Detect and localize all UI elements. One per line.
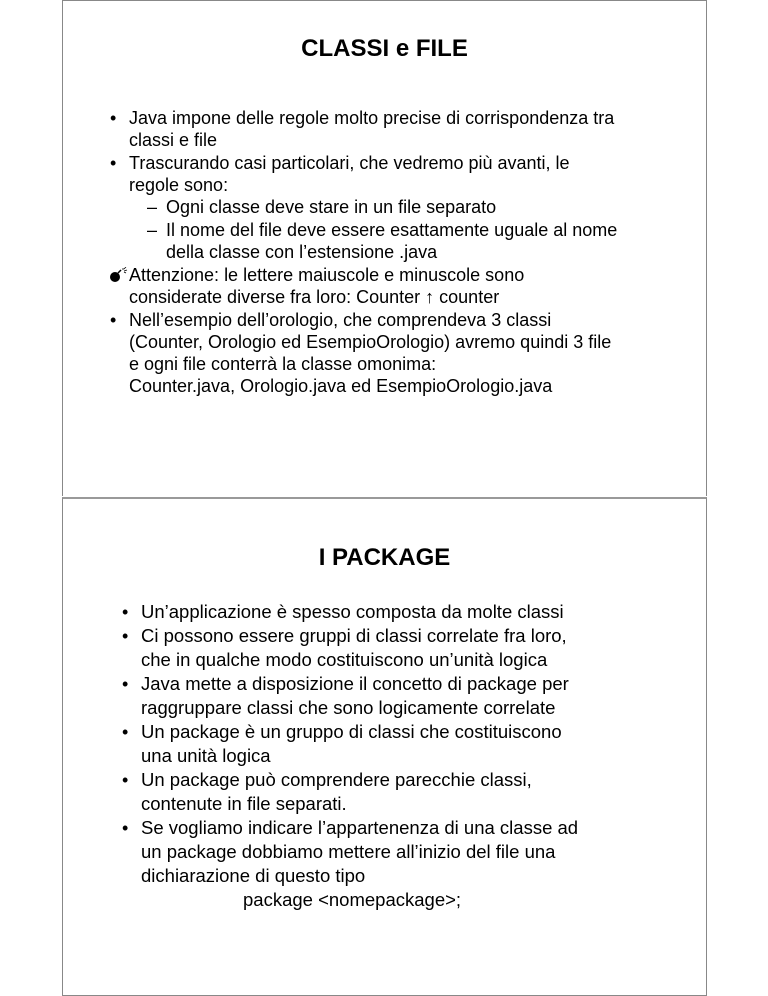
code-example: package <nomepackage>;	[243, 889, 462, 910]
dash: –	[147, 197, 158, 217]
bullet: •	[110, 310, 117, 330]
bullet: •	[122, 674, 129, 694]
bullet: •	[122, 770, 129, 790]
slide-classi-e-file	[62, 0, 707, 496]
dash: –	[147, 220, 158, 240]
list-item-cont: contenute in file separati.	[141, 793, 347, 814]
list-item-cont: un package dobbiamo mettere all’inizio del file una	[141, 841, 556, 862]
list-item-cont: regole sono:	[129, 175, 229, 195]
warning-part: considerate diverse fra loro: Counter	[129, 287, 426, 307]
warning-part: counter	[434, 287, 500, 307]
bullet: •	[110, 153, 117, 173]
list-item: Ci possono essere gruppi di classi correlate fra loro,	[141, 625, 567, 646]
bullet: •	[122, 626, 129, 646]
list-item-cont: una unità logica	[141, 745, 271, 766]
list-item: Un package può comprendere parecchie classi,	[141, 769, 532, 790]
bullet: •	[122, 818, 129, 838]
slide-i-package	[62, 497, 707, 996]
sub-item-cont: della classe con l’estensione .java	[166, 242, 438, 262]
list-item: Java mette a disposizione il concetto di package per	[141, 673, 569, 694]
list-item-cont: e ogni file conterrà la classe omonima:	[129, 354, 437, 374]
sub-item: Ogni classe deve stare in un file separato	[166, 197, 497, 217]
list-item: Java impone delle regole molto precise di corrispondenza tra	[129, 108, 615, 128]
bullet: •	[110, 108, 117, 128]
list-item: Se vogliamo indicare l’appartenenza di una classe ad	[141, 817, 579, 838]
sub-item: Il nome del file deve essere esattamente uguale al nome	[166, 220, 618, 240]
warning-text: Attenzione: le lettere maiuscole e minuscole sono	[129, 265, 525, 285]
bullet: •	[122, 602, 129, 622]
not-equal-symbol: ↑	[425, 287, 435, 307]
list-item: Nell’esempio dell’orologio, che comprendeva 3 classi	[129, 310, 552, 330]
list-item: Trascurando casi particolari, che vedremo più avanti, le	[129, 153, 570, 173]
list-item-cont: raggruppare classi che sono logicamente correlate	[141, 697, 556, 718]
list-item-cont: Counter.java, Orologio.java ed EsempioOrologio.java	[129, 376, 553, 396]
bullet: •	[122, 722, 129, 742]
list-item-cont: che in qualche modo costituiscono un’unità logica	[141, 649, 548, 670]
slide-title: CLASSI e FILE	[301, 35, 468, 62]
list-item: Un package è un gruppo di classi che costituiscono	[141, 721, 562, 742]
bomb-icon	[109, 267, 129, 283]
list-item-cont: dichiarazione di questo tipo	[141, 865, 366, 886]
list-item: Un’applicazione è spesso composta da molte classi	[141, 601, 564, 622]
slide-title: I PACKAGE	[318, 544, 451, 571]
list-item-cont: classi e file	[129, 130, 218, 150]
warning-text-cont	[129, 286, 499, 308]
list-item-cont: (Counter, Orologio ed EsempioOrologio) avremo quindi 3 file	[129, 332, 612, 352]
